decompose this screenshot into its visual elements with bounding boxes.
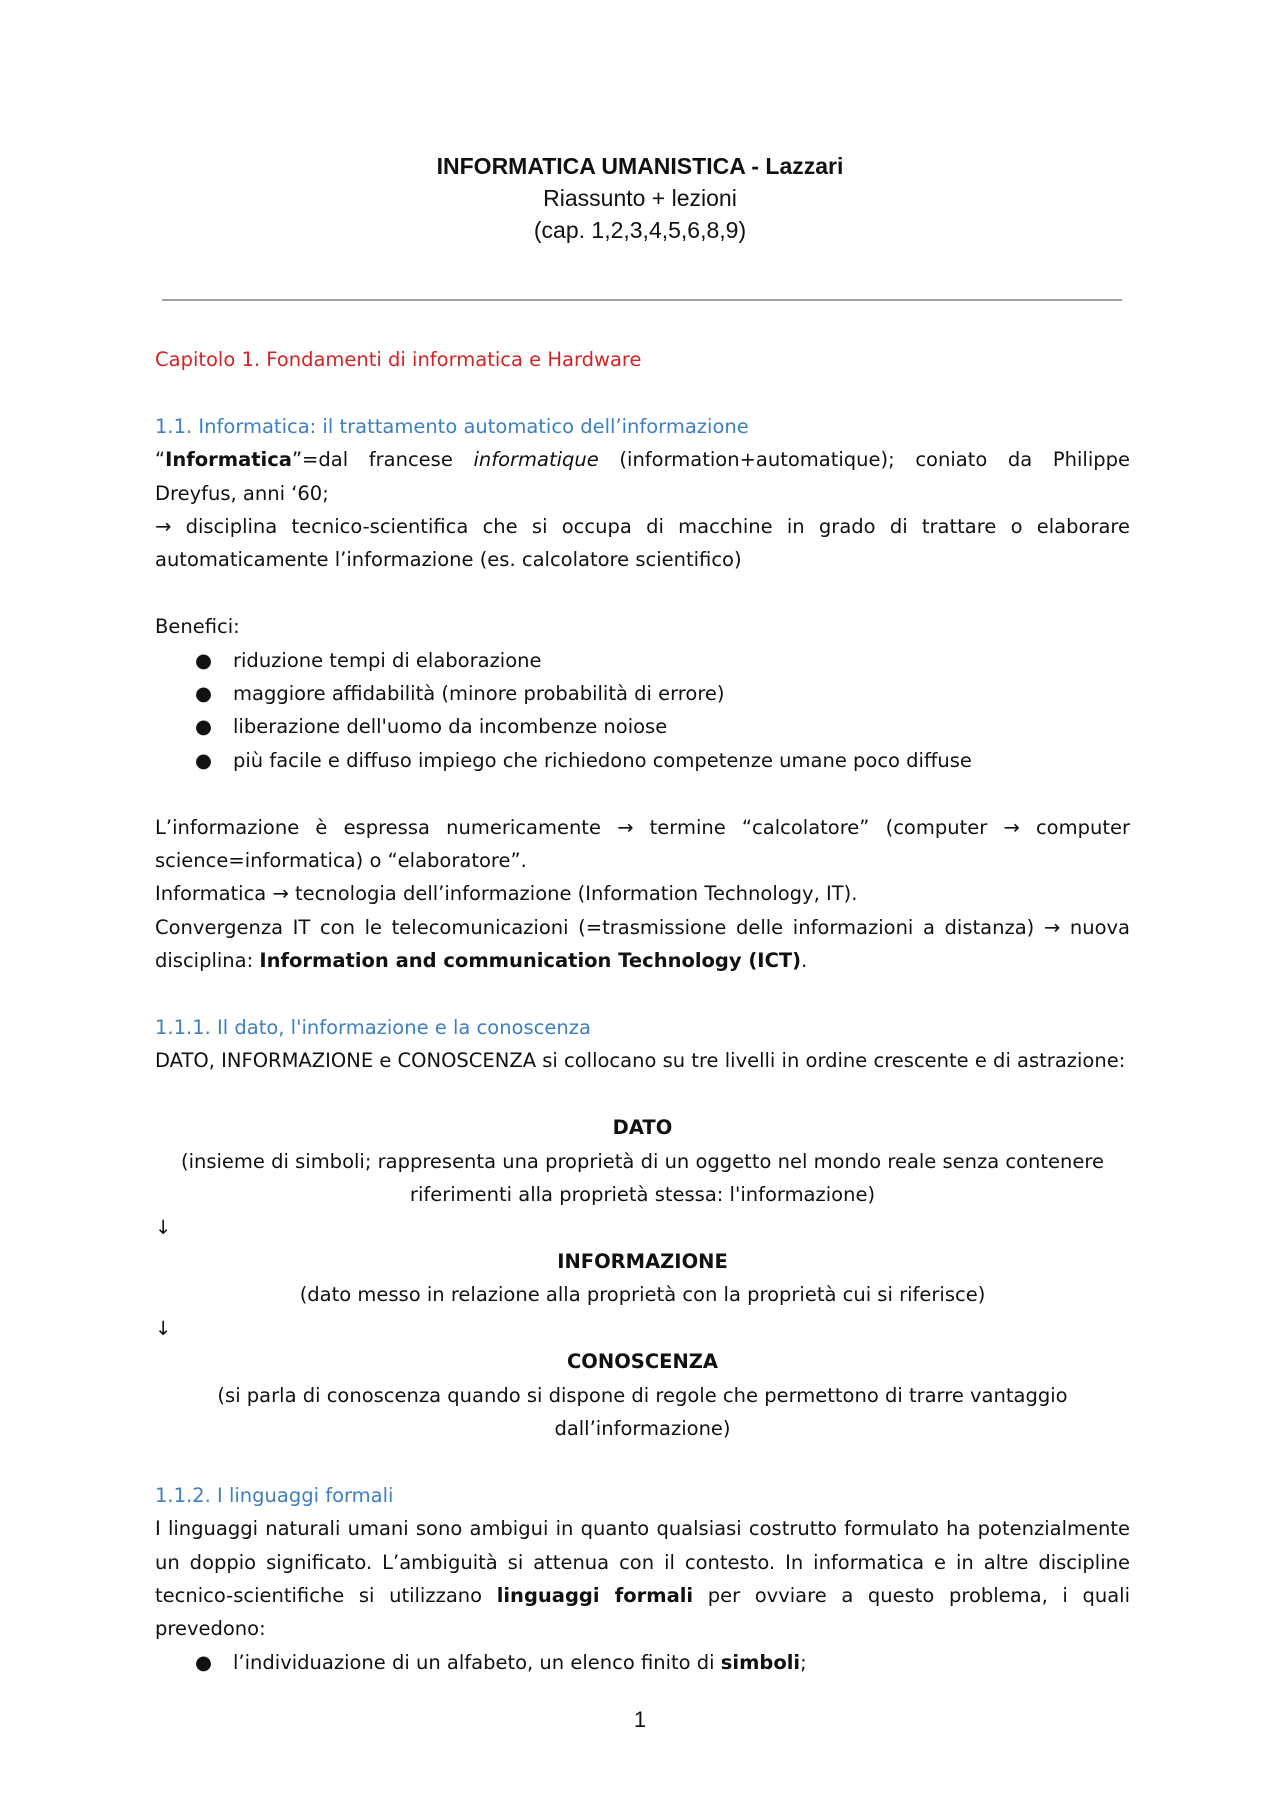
- level-conoscenza-name: CONOSCENZA: [566, 1350, 718, 1374]
- chapter-heading: Capitolo 1. Fondamenti di informatica e Hardware: [155, 348, 642, 371]
- spacer: [155, 577, 1130, 610]
- term-informatica: Informatica: [165, 448, 292, 472]
- paragraph-discipline: → disciplina tecnico-scientifica che si occupa di macchine in grado di trattare o elaborare automaticamente l’informazione (es. calcolatore scientifico): [155, 515, 1130, 572]
- term-ict: Information and communication Technology (ICT): [259, 949, 802, 973]
- section-heading-1-1: 1.1. Informatica: il trattamento automatico dell’informazione: [155, 414, 749, 438]
- level-informazione-name: INFORMAZIONE: [557, 1249, 728, 1273]
- down-arrow-icon: ↓: [155, 1316, 172, 1340]
- bullet-glyph: ●: [195, 715, 213, 739]
- down-arrow-icon: ↓: [155, 1216, 172, 1240]
- term-simboli: simboli: [720, 1650, 801, 1674]
- spacer: [155, 978, 1130, 1011]
- bullet-glyph: ●: [195, 682, 213, 706]
- document-chapters: (cap. 1,2,3,4,5,6,8,9): [533, 217, 747, 243]
- paragraph-definition: “Informatica”=dal francese informatique (information+automatique); coniato da Philippe Dreyfus, anni ‘60;: [155, 448, 1130, 505]
- level-conoscenza-desc-2: dall’informazione): [554, 1416, 731, 1440]
- level-conoscenza-desc-1: (si parla di conoscenza quando si dispone di regole che permettono di trarre vantaggio: [217, 1383, 1068, 1407]
- level-dato-desc-2: riferimenti alla proprietà stessa: l'informazione): [409, 1183, 876, 1207]
- level-dato-desc-1: (insieme di simboli; rappresenta una proprietà di un oggetto nel mondo reale senza contenere: [180, 1149, 1105, 1173]
- list-item: ● liberazione dell'uomo da incombenze noiose: [155, 710, 1130, 743]
- document-body: [155, 343, 1130, 1679]
- document-subtitle: Riassunto + lezioni: [543, 185, 737, 211]
- term-informatique: informatique: [473, 448, 599, 472]
- document-title: INFORMATICA UMANISTICA - Lazzari: [436, 153, 844, 179]
- paragraph-it: Informatica → tecnologia dell’informazione (Information Technology, IT).: [155, 882, 858, 906]
- term-linguaggi-formali: linguaggi formali: [496, 1583, 694, 1607]
- spacer: [155, 1078, 1130, 1111]
- bullet-glyph: ●: [195, 1650, 213, 1674]
- section-heading-1-1-2: 1.1.2. I linguaggi formali: [155, 1483, 394, 1507]
- bullet-glyph: ●: [195, 648, 213, 672]
- spacer: [155, 777, 1130, 810]
- section-heading-1-1-1: 1.1.1. Il dato, l'informazione e la conoscenza: [155, 1016, 591, 1040]
- level-informazione-desc-1: (dato messo in relazione alla proprietà con la proprietà cui si riferisce): [299, 1283, 986, 1307]
- benefits-label: Benefici:: [155, 615, 240, 639]
- paragraph-linguaggi: I linguaggi naturali umani sono ambigui in quanto qualsiasi costrutto formulato ha potenzialmente un doppio significato. L’ambiguità si attenua con il contesto. In informatica e in altre discipline tecnico-scientifiche si utilizzano linguaggi formali per ovviare a questo problema, i quali prevedono:: [155, 1517, 1130, 1641]
- spacer: [155, 376, 1130, 409]
- list-item: ● maggiore affidabilità (minore probabilità di errore): [155, 677, 1130, 710]
- formal-languages-list: [155, 1646, 1130, 1679]
- spacer: [155, 1445, 1130, 1478]
- bullet-glyph: ●: [195, 748, 213, 772]
- list-item: ● riduzione tempi di elaborazione: [155, 644, 1130, 677]
- title-block: [0, 150, 1280, 246]
- level-dato-name: DATO: [612, 1116, 673, 1140]
- paragraph-calcolatore: L’informazione è espressa numericamente → termine “calcolatore” (computer → computer science=informatica) o “elaboratore”.: [155, 815, 1130, 873]
- horizontal-rule: [162, 299, 1122, 301]
- benefits-list: [155, 644, 1130, 778]
- list-item: ● l’individuazione di un alfabeto, un elenco finito di simboli;: [155, 1646, 1130, 1679]
- page-number: 1: [633, 1707, 647, 1732]
- levels-hierarchy: [155, 1111, 1130, 1445]
- paragraph-ict: Convergenza IT con le telecomunicazioni (=trasmissione delle informazioni a distanza) → nuova disciplina: Information and communication Technology (ICT).: [155, 915, 1130, 973]
- list-item: ● più facile e diffuso impiego che richiedono competenze umane poco diffuse: [155, 744, 1130, 777]
- paragraph-levels-intro: DATO, INFORMAZIONE e CONOSCENZA si collocano su tre livelli in ordine crescente e di astrazione:: [155, 1049, 1126, 1073]
